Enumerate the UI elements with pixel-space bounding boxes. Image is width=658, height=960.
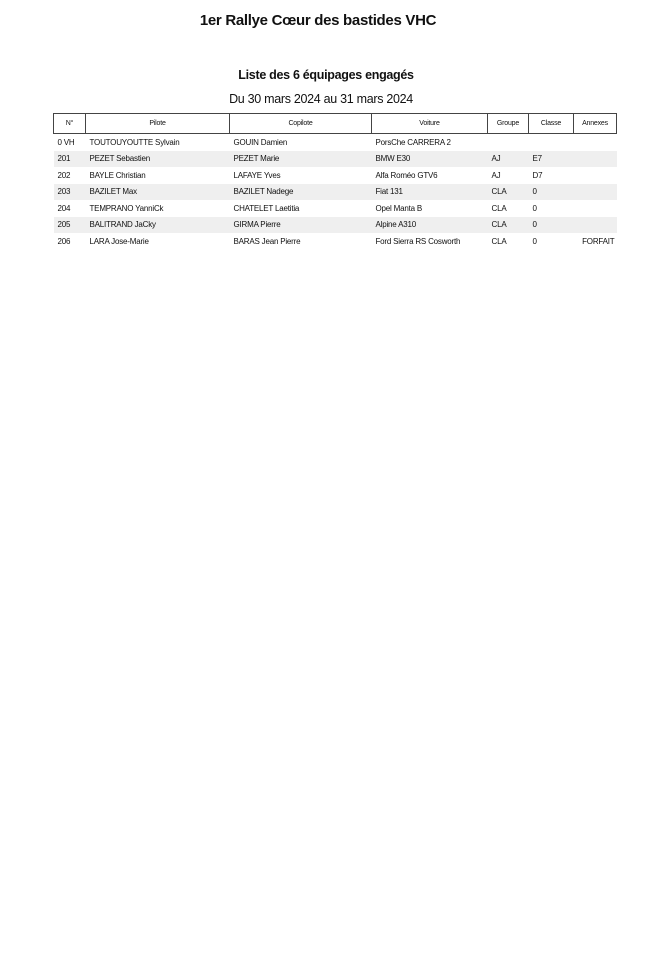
cell-voiture: BMW E30	[372, 151, 488, 168]
table-row	[54, 184, 617, 201]
cell-voiture: Opel Manta B	[375, 203, 423, 213]
cell-annexes	[574, 167, 617, 184]
cell-pilote: BALITRAND JaCky	[86, 217, 230, 234]
cell-voiture: Alpine A310	[372, 217, 488, 234]
cell-num: 0 VH	[57, 137, 75, 147]
cell-num: 205	[54, 217, 86, 234]
cell-annexes	[574, 151, 617, 168]
header-voiture: Voiture	[372, 114, 488, 134]
cell-pilote: PEZET Sebastien	[86, 151, 230, 168]
cell-groupe: CLA	[491, 203, 507, 213]
table-row	[54, 151, 617, 168]
cell-voiture: PorsChe CARRERA 2	[375, 137, 451, 147]
table-row	[54, 167, 617, 184]
header-pilote: Pilote	[86, 114, 230, 134]
entries-table	[53, 113, 617, 250]
cell-voiture: Ford Sierra RS Cosworth	[375, 236, 461, 246]
event-dates: Du 30 mars 2024 au 31 mars 2024	[229, 92, 413, 106]
cell-voiture: Fiat 131	[372, 184, 488, 201]
table-body	[54, 134, 617, 250]
cell-pilote: TOUTOUYOUTTE Sylvain	[89, 137, 180, 147]
cell-pilote: LARA Jose-Marie	[89, 236, 149, 246]
cell-classe: 0	[532, 203, 537, 213]
cell-groupe: CLA	[491, 236, 507, 246]
cell-copilote: CHATELET Laetitia	[233, 203, 300, 213]
header-num: N°	[54, 114, 86, 134]
cell-classe	[529, 134, 574, 151]
cell-copilote: LAFAYE Yves	[233, 170, 281, 180]
header-groupe: Groupe	[488, 114, 529, 134]
cell-num: 203	[54, 184, 86, 201]
cell-groupe: AJ	[491, 170, 501, 180]
table-row	[54, 217, 617, 234]
cell-pilote: BAZILET Max	[86, 184, 230, 201]
cell-annexes	[574, 184, 617, 201]
header-row	[54, 114, 617, 134]
cell-annexes	[574, 217, 617, 234]
cell-classe: D7	[532, 170, 543, 180]
cell-annexes	[574, 200, 617, 217]
cell-pilote: TEMPRANO YanniCk	[89, 203, 164, 213]
cell-classe: 0	[532, 236, 537, 246]
cell-voiture: Alfa Roméo GTV6	[375, 170, 438, 180]
document-subtitle: Liste des 6 équipages engagés	[238, 68, 414, 82]
cell-classe: 0	[529, 217, 574, 234]
cell-groupe	[488, 134, 529, 151]
cell-num: 206	[57, 236, 71, 246]
cell-copilote: BAZILET Nadege	[230, 184, 372, 201]
cell-annexes: FORFAIT	[582, 236, 615, 246]
cell-num: 204	[57, 203, 71, 213]
cell-num: 202	[57, 170, 71, 180]
cell-classe: E7	[529, 151, 574, 168]
table-header	[54, 114, 617, 134]
cell-pilote: BAYLE Christian	[89, 170, 146, 180]
table-row	[54, 200, 617, 217]
cell-classe: 0	[529, 184, 574, 201]
cell-copilote: GOUIN Damien	[233, 137, 288, 147]
header-classe: Classe	[529, 114, 574, 134]
cell-num: 201	[54, 151, 86, 168]
cell-annexes	[574, 134, 617, 151]
table-row	[54, 134, 617, 151]
cell-copilote: PEZET Marie	[230, 151, 372, 168]
table-row	[54, 233, 617, 250]
header-copilote: Copilote	[230, 114, 372, 134]
header-annexes: Annexes	[574, 114, 617, 134]
cell-groupe: CLA	[488, 217, 529, 234]
cell-copilote: GIRMA Pierre	[230, 217, 372, 234]
cell-copilote: BARAS Jean Pierre	[233, 236, 301, 246]
cell-groupe: CLA	[488, 184, 529, 201]
document-title: 1er Rallye Cœur des bastides VHC	[199, 12, 437, 29]
cell-groupe: AJ	[488, 151, 529, 168]
